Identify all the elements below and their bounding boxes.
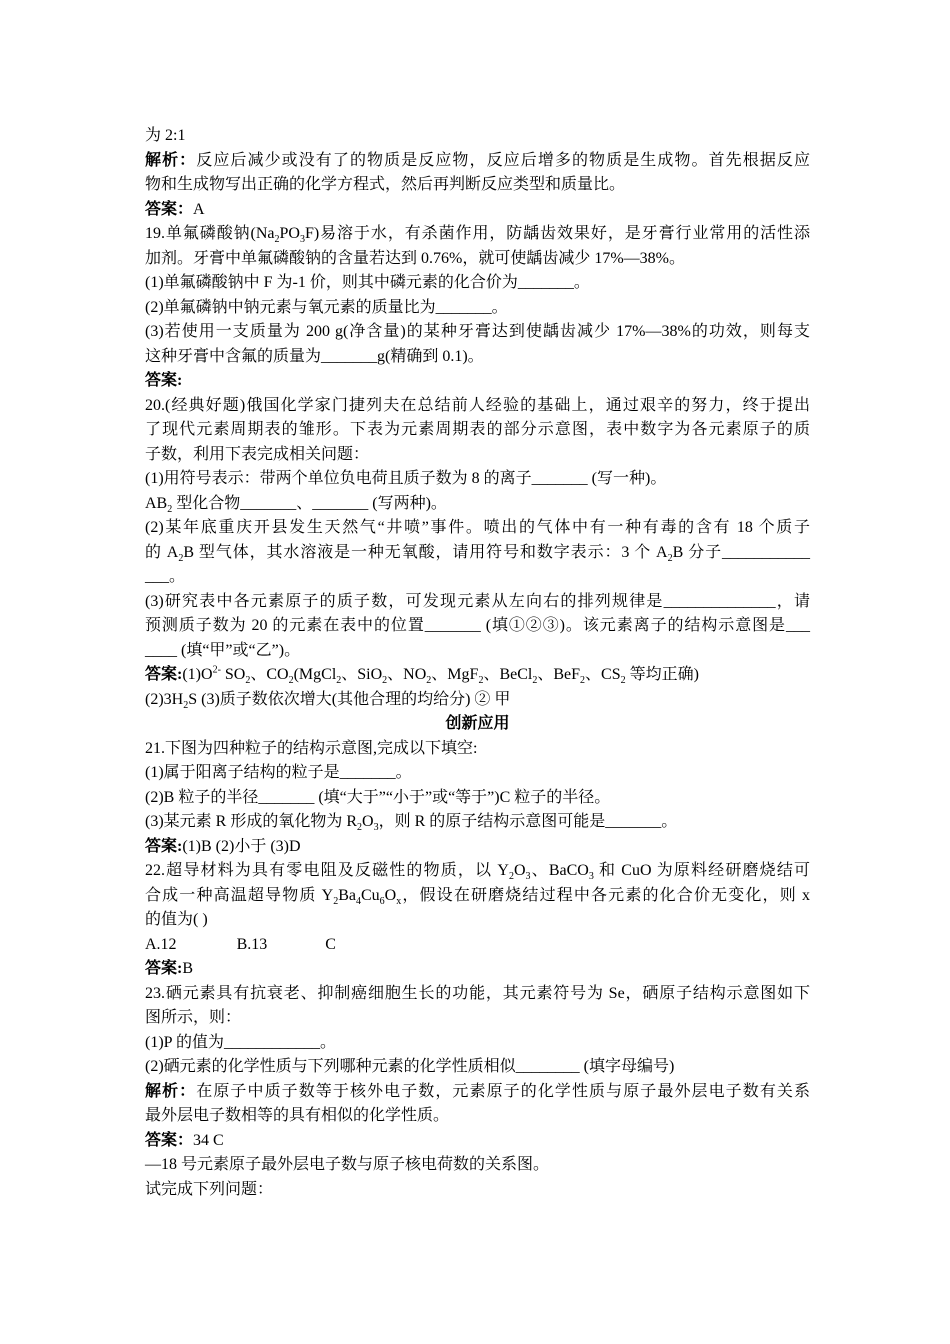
text: ，假设在研磨烧结过程中各元素的化合价无变化，则 x [401, 886, 810, 904]
text: (3)若使用一支质量为 200 g(净含量)的某种牙膏达到使龋齿减少 17%—38%的功效，则每支 [145, 323, 810, 340]
subscript: 2 [288, 675, 294, 687]
question-21 [145, 737, 810, 762]
text: (2)单氟磷钠中钠元素与氧元素的质量比为_______。 [145, 298, 508, 316]
text-line [145, 1055, 810, 1080]
question-19 [145, 222, 810, 247]
text: 了现代元素周期表的雏形。下表为元素周期表的部分示意图，表中数字为各元素原子的质 [145, 421, 810, 438]
document-page [145, 124, 810, 1202]
text: B 型气体，其水溶液是一种无氧酸，请用符号和数字表示：3 个 A [183, 543, 668, 561]
text: 、BeCl [483, 666, 533, 683]
text: 型化合物_______、_______ (写两种)。 [172, 494, 447, 512]
text: 、BeF [537, 666, 581, 683]
text-line [145, 786, 810, 811]
text: 加剂。牙膏中单氟磷酸钠的含量若达到 0.76%，就可使龋齿减少 17%—38%。 [145, 249, 685, 267]
text-line [145, 1006, 810, 1031]
text: (2)3H [145, 690, 184, 708]
text: (1)属于阳离子结构的粒子是_______。 [145, 764, 412, 781]
text: 23.硒元素具有抗衰老、抑制癌细胞生长的功能，其元素符号为 Se，硒原子结构示意图如下 [145, 984, 810, 1002]
answer-label: 答案： [145, 200, 194, 218]
text: 为 2:1 [145, 127, 186, 144]
subscript: 3 [373, 822, 379, 834]
text: 的 A [145, 543, 179, 561]
subscript: 3 [525, 871, 531, 883]
text: 和 CuO 为原料经研磨烧结可 [593, 862, 810, 879]
text: 最外层电子数相等的具有相似的化学性质。 [145, 1107, 450, 1124]
subscript: 2 [667, 552, 673, 564]
text: —18 号元素原子最外层电子数与原子核电荷数的关系图。 [145, 1156, 550, 1173]
text-line [145, 247, 810, 272]
subscript: 2 [245, 675, 251, 687]
answer-label: 答案: [145, 837, 183, 855]
text: F)易溶于水，有杀菌作用，防龋齿效果好，是牙膏行业常用的活性添 [304, 225, 810, 242]
subscript: 2 [426, 675, 432, 687]
text: 在原子中质子数等于核外电子数，元素原子的化学性质与原子最外层电子数有关系 [196, 1082, 810, 1100]
question-23 [145, 982, 810, 1007]
answer-label: 答案: [145, 666, 183, 683]
section-heading [145, 712, 810, 737]
subscript: 2 [357, 822, 363, 834]
text: 物和生成物写出正确的化学方程式，然后再判断反应类型和质量比。 [145, 176, 626, 193]
subscript: 2 [580, 675, 586, 687]
text-line [145, 688, 810, 713]
subscript: 2 [620, 675, 626, 687]
subscript: 2 [382, 675, 388, 687]
text: (3)研究表中各元素原子的质子数，可发现元素从左向右的排列规律是______________，请 [145, 592, 810, 610]
subscript: 2 [178, 552, 184, 564]
text: 反应后减少或没有了的物质是反应物，反应后增多的物质是生成物。首先根据反应 [196, 151, 810, 169]
text-line [145, 173, 810, 198]
text: 等均正确) [625, 666, 699, 683]
text: (1)P 的值为____________。 [145, 1033, 336, 1051]
text: O [362, 813, 374, 830]
answer-label: 答案： [145, 1131, 194, 1149]
text-line [145, 320, 810, 345]
text: ____ (填“甲”或“乙”)。 [145, 641, 301, 659]
text-line [145, 369, 810, 394]
text-line [145, 565, 810, 590]
subscript: 2 [508, 871, 514, 883]
subscript: 3 [588, 871, 594, 883]
text-line [145, 884, 810, 909]
question-22 [145, 859, 810, 884]
text: Ba [338, 886, 356, 904]
answer-text: A [193, 200, 205, 218]
text-line [145, 516, 810, 541]
answer-text: B [182, 960, 194, 977]
subscript: 2 [478, 675, 484, 687]
text-line [145, 345, 810, 370]
superscript: 2- [212, 664, 221, 676]
text: 19.单氟磷酸钠(Na [145, 225, 275, 242]
text: AB [145, 494, 168, 512]
analysis-label: 解析： [145, 1082, 197, 1100]
text-line [145, 1104, 810, 1129]
text: O [513, 862, 526, 879]
text: (3)某元素 R 形成的氧化物为 R [145, 813, 358, 830]
text: 试完成下列问题： [145, 1180, 274, 1198]
text: O [384, 886, 397, 904]
text-line [145, 639, 810, 664]
text-line [145, 124, 810, 149]
text: (2)硒元素的化学性质与下列哪种元素的化学性质相似________ (填字母编号) [145, 1058, 675, 1075]
text: 合成一种高温超导物质 Y [145, 886, 334, 904]
text-line [145, 1080, 810, 1105]
subscript: 4 [356, 895, 361, 907]
text: 、SiO [341, 666, 383, 683]
text: 20.(经典好题)俄国化学家门捷列夫在总结前人经验的基础上，通过艰辛的努力，终于提出 [145, 396, 810, 414]
answer-line [145, 663, 810, 688]
text: SO [220, 666, 246, 683]
text-line [145, 492, 810, 517]
section-title: 创新应用 [445, 715, 510, 732]
text-line [145, 467, 810, 492]
text: PO [279, 225, 300, 242]
answer-line [145, 957, 810, 982]
text: ___。 [145, 568, 186, 585]
text: 、CS [585, 666, 621, 683]
answer-text: (1)B (2)小于 (3)D [182, 837, 301, 855]
text: 子数，利用下表完成相关问题： [145, 445, 370, 463]
text: (2)B 粒子的半径_______ (填“大于”“小于”或“等于”)C 粒子的半径。 [145, 788, 611, 806]
subscript: 2 [167, 503, 173, 515]
text: 的值为( ) [145, 911, 208, 928]
text-line [145, 443, 810, 468]
subscript: 2 [333, 895, 339, 907]
text-line [145, 149, 810, 174]
answer-label: 答案: [145, 372, 183, 389]
text: 预测质子数为 20 的元素在表中的位置_______ (填①②③)。该元素离子的结构示意图是___ [145, 617, 810, 634]
text: 图所示，则： [145, 1009, 242, 1026]
text-line [145, 1031, 810, 1056]
text: 22.超导材料为具有零电阻及反磁性的物质，以 Y [145, 862, 509, 879]
text: 、BaCO [530, 862, 589, 879]
options-line [145, 933, 810, 958]
text-line [145, 271, 810, 296]
answer-line [145, 1129, 810, 1154]
option-c: C [325, 935, 336, 953]
text: 这种牙膏中含氟的质量为_______g(精确到 0.1)。 [145, 347, 484, 365]
subscript: 2 [336, 675, 342, 687]
text: (1)O [182, 666, 213, 683]
subscript: 2 [274, 234, 280, 246]
analysis-label: 解析： [145, 151, 197, 169]
text-line [145, 541, 810, 566]
subscript: 2 [532, 675, 538, 687]
question-20 [145, 394, 810, 419]
text: (1)用符号表示：带两个单位负电荷且质子数为 8 的离子_______ (写一种)。 [145, 470, 667, 487]
subscript: 2 [183, 699, 189, 711]
answer-label: 答案: [145, 960, 183, 977]
text: (1)单氟磷酸钠中 F 为-1 价，则其中磷元素的化合价为_______。 [145, 274, 590, 291]
text: B 分子___________ [672, 543, 810, 561]
option-b: B.13 [236, 935, 268, 953]
subscript: 6 [379, 895, 385, 907]
text: S (3)质子数依次增大(其他合理的均给分) ② 甲 [188, 690, 511, 708]
text-line [145, 614, 810, 639]
text: ，则 R 的原子结构示意图可能是_______。 [378, 813, 678, 830]
text: Cu [361, 886, 380, 904]
text: 、CO [250, 666, 289, 683]
text-line [145, 761, 810, 786]
text-line [145, 296, 810, 321]
text: (2)某年底重庆开县发生天然气“井喷”事件。喷出的气体中有一种有毒的含有 18 个质子 [145, 519, 810, 536]
text-line [145, 810, 810, 835]
text: 、NO [387, 666, 427, 683]
answer-text: 34 C [193, 1131, 224, 1149]
text-line [145, 1153, 810, 1178]
text: 21.下图为四种粒子的结构示意图,完成以下填空: [145, 739, 478, 757]
text-line [145, 198, 810, 223]
text-line [145, 1178, 810, 1203]
text-line [145, 590, 810, 615]
text: (MgCl [293, 666, 337, 683]
text-line [145, 418, 810, 443]
subscript: 3 [299, 234, 305, 246]
subscript: x [396, 895, 402, 907]
text-line [145, 908, 810, 933]
answer-line [145, 835, 810, 860]
text: 、MgF [431, 666, 479, 683]
option-a: A.12 [145, 935, 177, 953]
